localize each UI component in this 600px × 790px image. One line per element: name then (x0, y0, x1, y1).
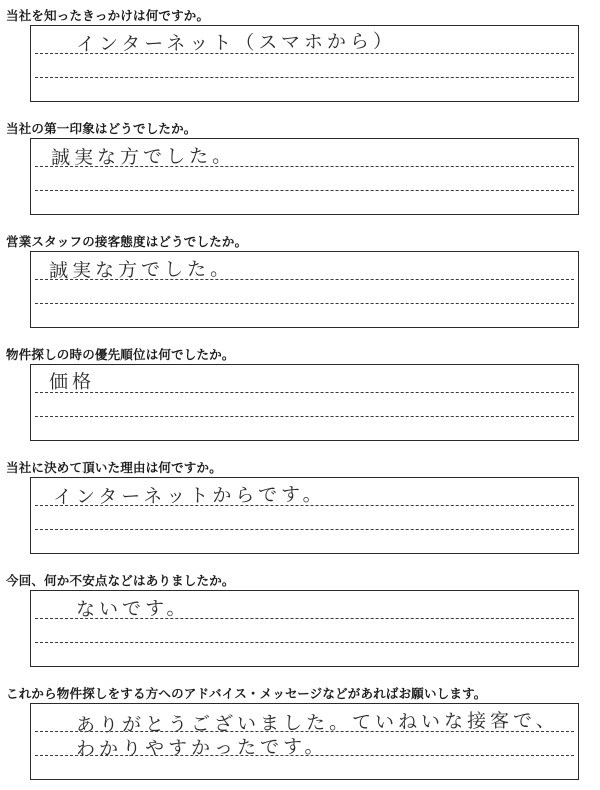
dashed-line (35, 642, 574, 643)
answer-4-line-1: 価格 (48, 370, 96, 394)
answer-box-1 (30, 25, 579, 102)
question-3: 営業スタッフの接客態度はどうでしたか。 (6, 234, 248, 249)
answer-1-line-1: インターネット（スマホから） (75, 30, 397, 56)
answer-2-line-1: 誠実な方でした。 (50, 145, 236, 169)
answer-box-7 (30, 703, 579, 780)
dashed-line (35, 303, 574, 304)
dashed-line (35, 416, 574, 417)
question-2: 当社の第一印象はどうでしたか。 (6, 121, 197, 136)
answer-5-line-1: インターネットからです。 (52, 483, 326, 509)
answer-box-6 (30, 590, 579, 667)
question-1: 当社を知ったきっかけは何ですか。 (6, 8, 210, 23)
answer-box-2 (30, 138, 579, 215)
question-7: これから物件探しをする方へのアドバイス・メッセージなどがあればお願いします。 (6, 686, 487, 701)
dashed-line (35, 529, 574, 530)
answer-box-4 (30, 364, 579, 441)
answer-6-line-1: ないです。 (75, 597, 190, 621)
question-6: 今回、何か不安点などはありましたか。 (6, 573, 235, 588)
answer-7-line-1: ありがとうございました。ていねいな接客で、 (75, 709, 559, 737)
question-5: 当社に決めて頂いた理由は何ですか。 (6, 460, 222, 475)
dashed-line (35, 392, 574, 393)
dashed-line (35, 190, 574, 191)
answer-3-line-1: 誠実な方でした。 (48, 258, 234, 282)
answer-7-line-2: わかりやすかったです。 (75, 735, 328, 761)
dashed-line (35, 77, 574, 78)
answer-box-5 (30, 477, 579, 554)
question-4: 物件探しの時の優先順位は何でしたか。 (6, 347, 235, 362)
answer-box-3 (30, 251, 579, 328)
